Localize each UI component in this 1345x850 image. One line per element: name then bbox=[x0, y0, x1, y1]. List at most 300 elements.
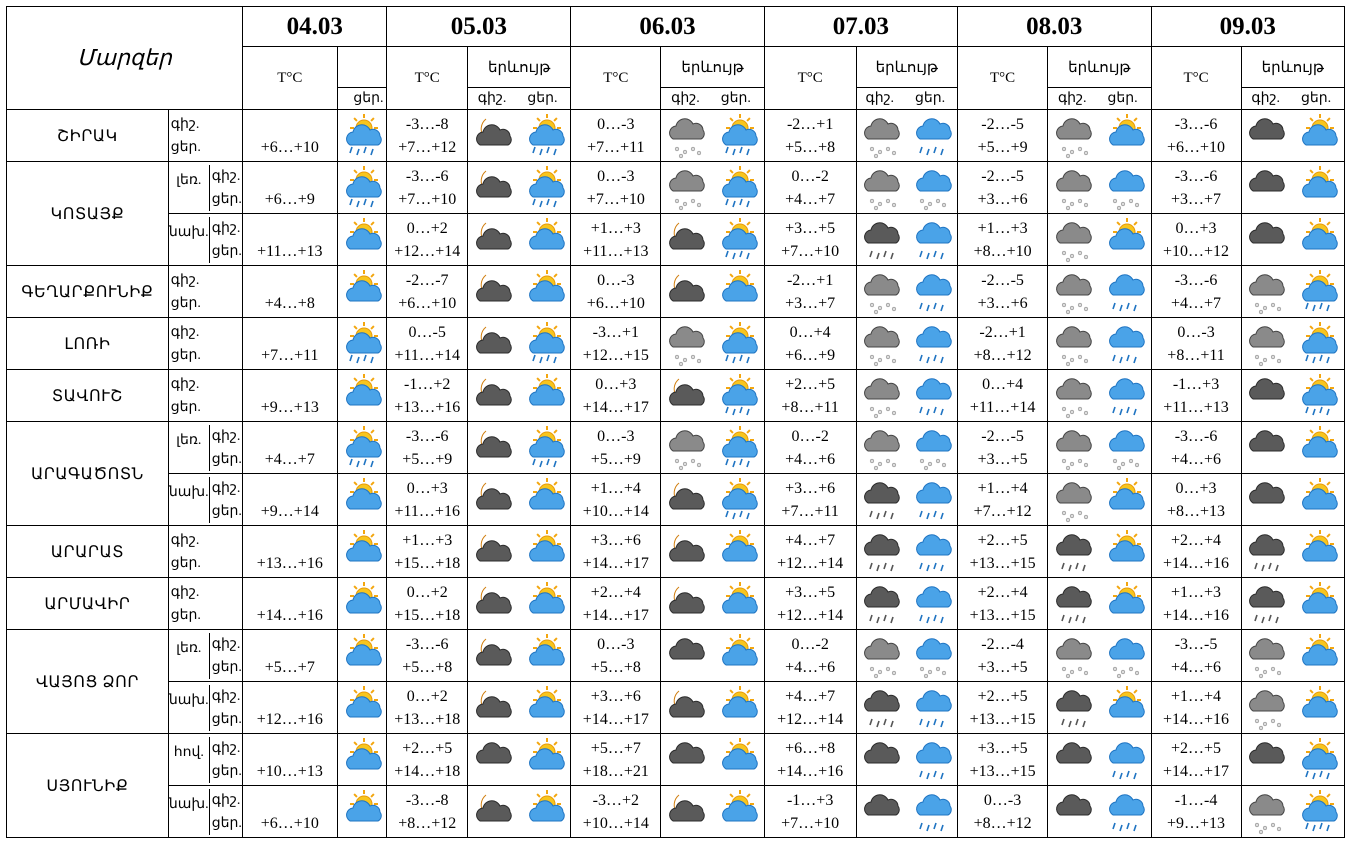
temp-cell: -3…-8 +8…+12 bbox=[387, 786, 467, 838]
temp-cell: -3…-8 +7…+12 bbox=[387, 110, 467, 162]
weather-cell bbox=[661, 266, 764, 318]
temp-cell: -3…-6 +6…+10 bbox=[1151, 110, 1241, 162]
temp-cell: -3…-6 +4…+6 bbox=[1151, 422, 1241, 474]
weather-cell bbox=[1048, 526, 1151, 578]
dark-cloud-icon bbox=[665, 737, 709, 783]
weather-cell bbox=[856, 318, 957, 370]
moon-cloud-icon bbox=[665, 685, 709, 731]
dark-cloud-icon bbox=[1245, 165, 1289, 211]
sun-cloud-icon bbox=[1296, 217, 1340, 263]
blank-label bbox=[337, 47, 387, 88]
temp-cell: 0…+4 +6…+9 bbox=[764, 318, 856, 370]
rain-snow-icon bbox=[910, 633, 954, 679]
region-name: ԼՈՌԻ bbox=[7, 318, 169, 370]
time-label: լեռ. գիշ. ցեր. bbox=[168, 630, 242, 682]
temp-04: +13…+16 bbox=[242, 526, 337, 578]
rain-dark-icon bbox=[1052, 685, 1096, 731]
sun-cloud-icon bbox=[523, 737, 567, 783]
temp-label: T°C bbox=[387, 47, 467, 110]
temp-cell: -1…-4 +9…+13 bbox=[1151, 786, 1241, 838]
temp-cell: -3…-6 +7…+10 bbox=[387, 162, 467, 214]
weather-cell bbox=[337, 214, 387, 266]
rain-cloud-icon bbox=[1103, 373, 1147, 419]
sun-cloud-icon bbox=[523, 685, 567, 731]
temp-cell: 0…-3 +7…+11 bbox=[571, 110, 661, 162]
sun-rain-icon bbox=[716, 373, 760, 419]
sun-rain-icon bbox=[340, 113, 384, 159]
night-day-sublabel: գիշ. ցեր. bbox=[1048, 88, 1151, 110]
weather-cell bbox=[1241, 422, 1344, 474]
dark-cloud-icon bbox=[1245, 217, 1289, 263]
weather-cell bbox=[1241, 162, 1344, 214]
date-header: 07.03 bbox=[764, 7, 957, 47]
snow-cloud-icon bbox=[1052, 425, 1096, 471]
weather-cell bbox=[467, 578, 570, 630]
rain-dark-icon bbox=[1245, 529, 1289, 575]
weather-cell bbox=[1241, 266, 1344, 318]
temp-cell: +3…+6 +14…+17 bbox=[571, 526, 661, 578]
weather-cell bbox=[337, 578, 387, 630]
rain-dark-icon bbox=[1245, 581, 1289, 627]
sun-rain-icon bbox=[716, 321, 760, 367]
weather-cell bbox=[467, 214, 570, 266]
sun-cloud-icon bbox=[1103, 113, 1147, 159]
time-label: գիշ. ցեր. bbox=[168, 526, 242, 578]
temp-04: +7…+11 bbox=[242, 318, 337, 370]
weather-cell bbox=[467, 110, 570, 162]
snow-cloud-icon bbox=[860, 321, 904, 367]
temp-cell: +6…+8 +14…+16 bbox=[764, 734, 856, 786]
temp-cell: -3…-6 +5…+9 bbox=[387, 422, 467, 474]
region-row bbox=[7, 214, 1345, 266]
weather-cell bbox=[856, 370, 957, 422]
dark-cloud-icon bbox=[665, 633, 709, 679]
sun-rain-icon bbox=[340, 165, 384, 211]
moon-cloud-icon bbox=[472, 633, 516, 679]
moon-cloud-icon bbox=[472, 269, 516, 315]
temp-04: +4…+8 bbox=[242, 266, 337, 318]
weather-cell bbox=[467, 162, 570, 214]
weather-cell bbox=[661, 370, 764, 422]
region-name: ԿՈՏԱՅՔ bbox=[7, 162, 169, 266]
sun-cloud-icon bbox=[716, 633, 760, 679]
weather-cell bbox=[1241, 682, 1344, 734]
sun-rain-icon bbox=[1296, 373, 1340, 419]
sun-rain-icon bbox=[340, 425, 384, 471]
weather-cell bbox=[856, 734, 957, 786]
night-day-sublabel: գիշ. ցեր. bbox=[661, 88, 764, 110]
dark-cloud-icon bbox=[1245, 737, 1289, 783]
temp-04: +14…+16 bbox=[242, 578, 337, 630]
weather-cell bbox=[661, 526, 764, 578]
dark-cloud-icon bbox=[1052, 789, 1096, 835]
moon-cloud-icon bbox=[472, 217, 516, 263]
snow-cloud-icon bbox=[860, 269, 904, 315]
sun-rain-icon bbox=[716, 165, 760, 211]
temp-cell: -2…-4 +3…+5 bbox=[958, 630, 1048, 682]
temp-label: T°C bbox=[242, 47, 337, 110]
temp-cell: +1…+3 +15…+18 bbox=[387, 526, 467, 578]
sun-cloud-icon bbox=[716, 685, 760, 731]
weather-cell bbox=[337, 630, 387, 682]
temp-04: +6…+9 bbox=[242, 162, 337, 214]
temp-cell: 0…-2 +4…+7 bbox=[764, 162, 856, 214]
weather-cell bbox=[1241, 370, 1344, 422]
temp-cell: 0…+3 +10…+12 bbox=[1151, 214, 1241, 266]
region-name: ՇԻՐԱԿ bbox=[7, 110, 169, 162]
sun-cloud-icon bbox=[340, 581, 384, 627]
weather-cell bbox=[467, 474, 570, 526]
dark-cloud-icon bbox=[860, 737, 904, 783]
snow-cloud-icon bbox=[860, 165, 904, 211]
moon-cloud-icon bbox=[472, 789, 516, 835]
rain-cloud-icon bbox=[910, 321, 954, 367]
region-row bbox=[7, 110, 1345, 162]
region-header: Մարզեր bbox=[7, 7, 243, 110]
moon-cloud-icon bbox=[665, 269, 709, 315]
sun-cloud-icon bbox=[1296, 529, 1340, 575]
sun-cloud-icon bbox=[1296, 425, 1340, 471]
rain-cloud-icon bbox=[910, 373, 954, 419]
moon-cloud-icon bbox=[665, 373, 709, 419]
temp-04: +6…+10 bbox=[242, 786, 337, 838]
weather-cell bbox=[1241, 110, 1344, 162]
weather-cell bbox=[467, 318, 570, 370]
weather-cell bbox=[661, 162, 764, 214]
moon-cloud-icon bbox=[472, 113, 516, 159]
temp-cell: 0…+2 +13…+18 bbox=[387, 682, 467, 734]
phenomenon-label: երևույթ bbox=[1241, 47, 1344, 88]
sun-cloud-icon bbox=[523, 373, 567, 419]
temp-cell: +1…+3 +14…+16 bbox=[1151, 578, 1241, 630]
region-name: ԳԵՂԱՐՔՈՒՆԻՔ bbox=[7, 266, 169, 318]
temp-cell: +1…+3 +11…+13 bbox=[571, 214, 661, 266]
weather-cell bbox=[1241, 474, 1344, 526]
snow-cloud-icon bbox=[1245, 789, 1289, 835]
weather-cell bbox=[1241, 318, 1344, 370]
region-row bbox=[7, 318, 1345, 370]
moon-cloud-icon bbox=[665, 581, 709, 627]
rain-dark-icon bbox=[860, 529, 904, 575]
temp-cell: +3…+5 +7…+10 bbox=[764, 214, 856, 266]
snow-cloud-icon bbox=[1052, 477, 1096, 523]
day-sublabel: ցեր. bbox=[337, 88, 387, 110]
date-header: 05.03 bbox=[387, 7, 571, 47]
sun-cloud-icon bbox=[523, 581, 567, 627]
rain-cloud-icon bbox=[910, 685, 954, 731]
weather-cell bbox=[1048, 214, 1151, 266]
temp-cell: +3…+5 +13…+15 bbox=[958, 734, 1048, 786]
weather-cell bbox=[856, 474, 957, 526]
phenomenon-label: երևույթ bbox=[856, 47, 957, 88]
weather-cell bbox=[661, 682, 764, 734]
region-row bbox=[7, 370, 1345, 422]
temp-cell: 0…-2 +4…+6 bbox=[764, 422, 856, 474]
weather-cell bbox=[856, 162, 957, 214]
snow-cloud-icon bbox=[665, 425, 709, 471]
region-name: ԱՐԱՐԱՏ bbox=[7, 526, 169, 578]
sun-cloud-icon bbox=[340, 789, 384, 835]
temp-cell: -3…-6 +3…+7 bbox=[1151, 162, 1241, 214]
snow-cloud-icon bbox=[1052, 269, 1096, 315]
snow-cloud-icon bbox=[1052, 321, 1096, 367]
weather-cell bbox=[1048, 318, 1151, 370]
weather-cell bbox=[1048, 786, 1151, 838]
temp-cell: 0…+3 +14…+17 bbox=[571, 370, 661, 422]
temp-label: T°C bbox=[764, 47, 856, 110]
sun-rain-icon bbox=[1296, 789, 1340, 835]
night-day-sublabel: գիշ. ցեր. bbox=[1241, 88, 1344, 110]
weather-cell bbox=[661, 578, 764, 630]
moon-cloud-icon bbox=[472, 581, 516, 627]
weather-cell bbox=[1048, 734, 1151, 786]
snow-cloud-icon bbox=[1245, 269, 1289, 315]
date-header: 08.03 bbox=[958, 7, 1151, 47]
temp-04: +5…+7 bbox=[242, 630, 337, 682]
time-label: գիշ. ցեր. bbox=[168, 318, 242, 370]
dark-cloud-icon bbox=[860, 789, 904, 835]
rain-dark-icon bbox=[1052, 529, 1096, 575]
weather-cell bbox=[856, 110, 957, 162]
sun-cloud-icon bbox=[523, 633, 567, 679]
temp-cell: +2…+5 +13…+15 bbox=[958, 682, 1048, 734]
temp-cell: +3…+6 +7…+11 bbox=[764, 474, 856, 526]
moon-cloud-icon bbox=[472, 685, 516, 731]
snow-cloud-icon bbox=[860, 633, 904, 679]
sun-cloud-icon bbox=[340, 633, 384, 679]
weather-cell bbox=[337, 266, 387, 318]
time-label: լեռ. գիշ. ցեր. bbox=[168, 162, 242, 214]
region-row bbox=[7, 786, 1345, 838]
weather-cell bbox=[1048, 162, 1151, 214]
region-row bbox=[7, 422, 1345, 474]
time-label: գիշ. ցեր. bbox=[168, 110, 242, 162]
weather-cell bbox=[856, 682, 957, 734]
weather-cell bbox=[337, 162, 387, 214]
weather-cell bbox=[1241, 734, 1344, 786]
snow-cloud-icon bbox=[1245, 685, 1289, 731]
sun-cloud-icon bbox=[1296, 685, 1340, 731]
moon-cloud-icon bbox=[665, 529, 709, 575]
temp-cell: 0…-3 +5…+8 bbox=[571, 630, 661, 682]
weather-cell bbox=[1048, 682, 1151, 734]
sun-cloud-icon bbox=[340, 269, 384, 315]
weather-cell bbox=[1241, 786, 1344, 838]
temp-cell: -1…+3 +7…+10 bbox=[764, 786, 856, 838]
snow-cloud-icon bbox=[1052, 217, 1096, 263]
temp-cell: +1…+4 +14…+16 bbox=[1151, 682, 1241, 734]
sun-rain-icon bbox=[716, 113, 760, 159]
rain-snow-icon bbox=[1103, 165, 1147, 211]
moon-cloud-icon bbox=[472, 477, 516, 523]
temp-cell: -2…+1 +3…+7 bbox=[764, 266, 856, 318]
region-name: ՏԱՎՈՒՇ bbox=[7, 370, 169, 422]
temp-cell: -2…+1 +8…+12 bbox=[958, 318, 1048, 370]
sun-cloud-icon bbox=[1103, 685, 1147, 731]
temp-cell: +2…+5 +13…+15 bbox=[958, 526, 1048, 578]
temp-04: +4…+7 bbox=[242, 422, 337, 474]
weather-cell bbox=[1241, 214, 1344, 266]
time-label: լեռ. գիշ. ցեր. bbox=[168, 422, 242, 474]
moon-cloud-icon bbox=[472, 529, 516, 575]
temp-cell: -3…+2 +10…+14 bbox=[571, 786, 661, 838]
rain-cloud-icon bbox=[910, 581, 954, 627]
temp-cell: -2…-5 +5…+9 bbox=[958, 110, 1048, 162]
temp-04: +9…+13 bbox=[242, 370, 337, 422]
sun-rain-icon bbox=[523, 165, 567, 211]
rain-cloud-icon bbox=[910, 477, 954, 523]
rain-snow-icon bbox=[1103, 425, 1147, 471]
temp-cell: -2…-5 +3…+6 bbox=[958, 266, 1048, 318]
weather-cell bbox=[467, 370, 570, 422]
sun-rain-icon bbox=[716, 425, 760, 471]
sun-cloud-icon bbox=[1296, 633, 1340, 679]
temp-cell: -3…+1 +12…+15 bbox=[571, 318, 661, 370]
rain-cloud-icon bbox=[910, 269, 954, 315]
region-row bbox=[7, 682, 1345, 734]
weather-cell bbox=[661, 630, 764, 682]
subregion-label: լեռ. bbox=[169, 165, 210, 211]
snow-cloud-icon bbox=[665, 165, 709, 211]
snow-cloud-icon bbox=[1052, 633, 1096, 679]
sun-rain-icon bbox=[716, 217, 760, 263]
region-row bbox=[7, 162, 1345, 214]
temp-cell: +4…+7 +12…+14 bbox=[764, 526, 856, 578]
snow-cloud-icon bbox=[1245, 633, 1289, 679]
rain-cloud-icon bbox=[910, 217, 954, 263]
temp-04: +9…+14 bbox=[242, 474, 337, 526]
sun-cloud-icon bbox=[523, 269, 567, 315]
subregion-label: լեռ. bbox=[169, 425, 210, 471]
weather-cell bbox=[661, 318, 764, 370]
temp-cell: 0…+2 +15…+18 bbox=[387, 578, 467, 630]
temp-cell: 0…-3 +8…+12 bbox=[958, 786, 1048, 838]
weather-cell bbox=[1241, 578, 1344, 630]
time-label: գիշ. ցեր. bbox=[168, 266, 242, 318]
sun-cloud-icon bbox=[1103, 581, 1147, 627]
weather-cell bbox=[856, 526, 957, 578]
moon-cloud-icon bbox=[665, 789, 709, 835]
date-header: 04.03 bbox=[242, 7, 387, 47]
temp-cell: 0…+4 +11…+14 bbox=[958, 370, 1048, 422]
weather-cell bbox=[1241, 526, 1344, 578]
weather-cell bbox=[856, 422, 957, 474]
dark-cloud-icon bbox=[472, 737, 516, 783]
weather-cell bbox=[856, 214, 957, 266]
snow-cloud-icon bbox=[860, 373, 904, 419]
sun-cloud-icon bbox=[340, 373, 384, 419]
rain-cloud-icon bbox=[910, 529, 954, 575]
weather-cell bbox=[661, 422, 764, 474]
temp-cell: +2…+5 +14…+18 bbox=[387, 734, 467, 786]
temp-cell: +2…+4 +13…+15 bbox=[958, 578, 1048, 630]
sun-rain-icon bbox=[1296, 737, 1340, 783]
region-row bbox=[7, 578, 1345, 630]
night-day-sublabel: գիշ. ցեր. bbox=[467, 88, 570, 110]
sun-cloud-icon bbox=[340, 477, 384, 523]
time-label: նախ. գիշ. ցեր. bbox=[168, 214, 242, 266]
temp-cell: 0…-3 +8…+11 bbox=[1151, 318, 1241, 370]
sun-cloud-icon bbox=[523, 789, 567, 835]
rain-cloud-icon bbox=[1103, 321, 1147, 367]
sun-cloud-icon bbox=[340, 217, 384, 263]
temp-cell: +2…+5 +14…+17 bbox=[1151, 734, 1241, 786]
temp-04: +11…+13 bbox=[242, 214, 337, 266]
temp-cell: +3…+5 +12…+14 bbox=[764, 578, 856, 630]
temp-cell: 0…-5 +11…+14 bbox=[387, 318, 467, 370]
snow-cloud-icon bbox=[665, 321, 709, 367]
phenomenon-label: երևույթ bbox=[467, 47, 570, 88]
sun-cloud-icon bbox=[523, 477, 567, 523]
temp-cell: 0…+3 +11…+16 bbox=[387, 474, 467, 526]
weather-cell bbox=[337, 526, 387, 578]
weather-cell bbox=[661, 734, 764, 786]
snow-cloud-icon bbox=[1245, 321, 1289, 367]
temp-04: +10…+13 bbox=[242, 734, 337, 786]
sun-cloud-icon bbox=[523, 529, 567, 575]
sun-cloud-icon bbox=[716, 529, 760, 575]
sun-cloud-icon bbox=[716, 789, 760, 835]
rain-snow-icon bbox=[1103, 633, 1147, 679]
region-row bbox=[7, 526, 1345, 578]
dark-cloud-icon bbox=[1245, 477, 1289, 523]
temp-label: T°C bbox=[571, 47, 661, 110]
sun-rain-icon bbox=[523, 425, 567, 471]
temp-cell: -2…-5 +3…+6 bbox=[958, 162, 1048, 214]
region-name: ԱՐՄԱՎԻՐ bbox=[7, 578, 169, 630]
weather-cell bbox=[467, 682, 570, 734]
weather-cell bbox=[856, 266, 957, 318]
moon-cloud-icon bbox=[665, 217, 709, 263]
temp-cell: +2…+4 +14…+17 bbox=[571, 578, 661, 630]
region-row bbox=[7, 734, 1345, 786]
sun-cloud-icon bbox=[1296, 477, 1340, 523]
sun-rain-icon bbox=[1296, 321, 1340, 367]
weather-cell bbox=[1048, 474, 1151, 526]
time-label: գիշ. ցեր. bbox=[168, 578, 242, 630]
sun-rain-icon bbox=[340, 321, 384, 367]
weather-cell bbox=[337, 422, 387, 474]
subregion-label: նախ. bbox=[169, 789, 210, 835]
weather-cell bbox=[661, 474, 764, 526]
subregion-label: նախ. bbox=[169, 685, 210, 731]
rain-cloud-icon bbox=[1103, 737, 1147, 783]
weather-cell bbox=[467, 422, 570, 474]
weather-cell bbox=[1048, 370, 1151, 422]
subregion-label: հով. bbox=[169, 737, 210, 783]
rain-cloud-icon bbox=[1103, 789, 1147, 835]
sun-cloud-icon bbox=[1103, 217, 1147, 263]
sun-cloud-icon bbox=[1103, 477, 1147, 523]
region-row bbox=[7, 630, 1345, 682]
snow-cloud-icon bbox=[1052, 373, 1096, 419]
time-label: հով. գիշ. ցեր. bbox=[168, 734, 242, 786]
snow-cloud-icon bbox=[1052, 165, 1096, 211]
phenomenon-label: երևույթ bbox=[661, 47, 764, 88]
sun-cloud-icon bbox=[716, 269, 760, 315]
weather-cell bbox=[337, 734, 387, 786]
weather-cell bbox=[856, 578, 957, 630]
temp-cell: 0…-3 +5…+9 bbox=[571, 422, 661, 474]
weather-cell bbox=[467, 786, 570, 838]
weather-cell bbox=[467, 526, 570, 578]
dark-cloud-icon bbox=[1245, 113, 1289, 159]
subregion-label: նախ. bbox=[169, 477, 210, 523]
temp-cell: +5…+7 +18…+21 bbox=[571, 734, 661, 786]
weather-cell bbox=[1048, 110, 1151, 162]
weather-cell bbox=[337, 110, 387, 162]
sun-cloud-icon bbox=[716, 581, 760, 627]
